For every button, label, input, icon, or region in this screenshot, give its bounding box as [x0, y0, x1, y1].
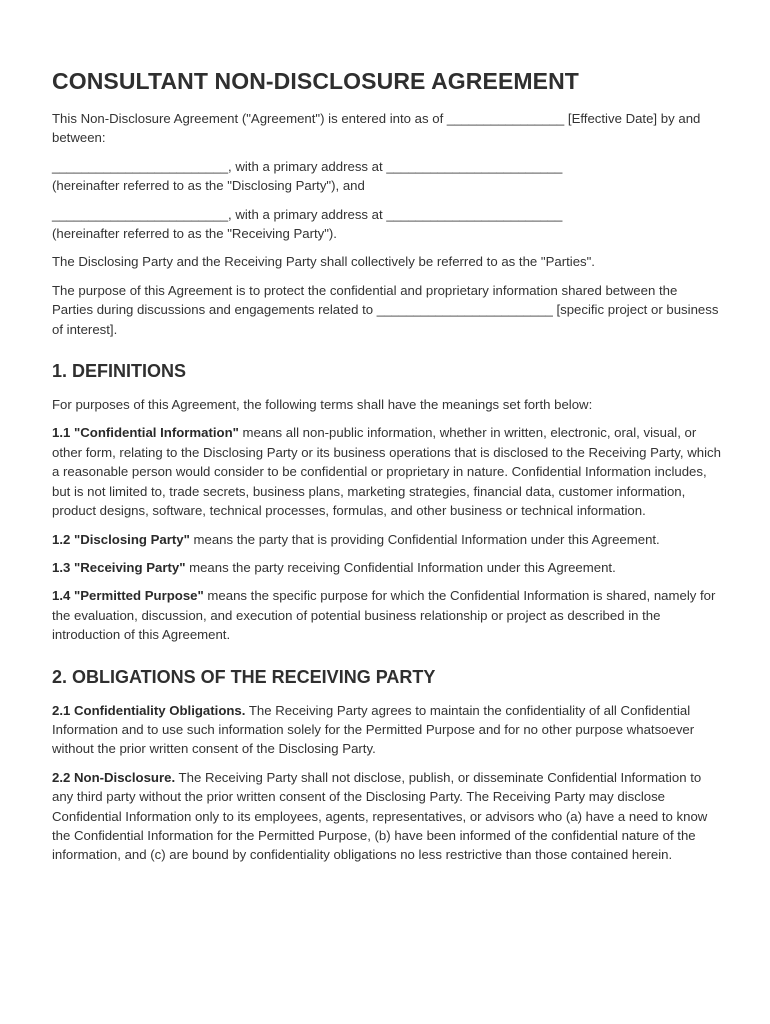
obligation-text: The Receiving Party agrees to maintain the confidentiality of all Confidential Information and to use such information solely for the Permitted Purpose and for no other purpose whatsoever without the prior written consent of the Disclosing Party.	[52, 702, 695, 757]
section-1-heading: 1. DEFINITIONS	[52, 361, 187, 382]
definition-1-4	[52, 586, 722, 644]
definition-text: means all non-public information, whether in written, electronic, oral, visual, or other form, relating to the Disclosing Party or its business operations that is disclosed to the Receiving Party, which a reasonable person would consider to be confidential or proprietary in nature. Confidential Information includes, but is not limited to, trade secrets, business plans, marketing strategies, financial data, customer information, product designs, software, technical processes, formulas, and other business or technical information.	[52, 425, 721, 519]
section-1-lead: For purposes of this Agreement, the following terms shall have the meanings set forth below:	[52, 397, 593, 413]
obligation-2-2	[52, 768, 722, 865]
intro-paragraph-1: This Non-Disclosure Agreement ("Agreement") is entered into as of ________________ [Effective Date] by and between:	[52, 111, 701, 146]
definition-text: means the party that is providing Confidential Information under this Agreement.	[189, 531, 660, 547]
definition-text: means the party receiving Confidential Information under this Agreement.	[185, 559, 616, 575]
definition-1-2	[52, 530, 722, 549]
definition-1-3	[52, 558, 722, 577]
obligation-term: 2.2 Non-Disclosure.	[52, 769, 176, 785]
definition-term: 1.4 "Permitted Purpose"	[52, 588, 204, 604]
disclosing-party-note: (hereinafter referred to as the "Disclosing Party"), and	[52, 178, 365, 194]
definition-term: 1.3 "Receiving Party"	[52, 559, 186, 575]
obligation-text: The Receiving Party shall not disclose, publish, or disseminate Confidential Information to any third party without the prior written consent of the Disclosing Party. The Receiving Party may disclose Confidential Information only to its employees, agents, representatives, or advisors who (a) have a need to know the Confidential Information for the Permitted Purpose, (b) have been informed of the confidential nature of the information, and (c) are bound by confidentiality obligations no less restrictive than those contained herein.	[52, 769, 708, 863]
receiving-party-note: (hereinafter referred to as the "Receiving Party").	[52, 226, 337, 242]
intro-paragraph-4: The Disclosing Party and the Receiving Party shall collectively be referred to as the "Parties".	[52, 254, 595, 270]
obligation-2-1	[52, 701, 722, 759]
receiving-party-line: ________________________, with a primary address at ________________________	[52, 206, 563, 222]
intro-paragraph-3	[52, 205, 722, 244]
document-title: CONSULTANT NON-DISCLOSURE AGREEMENT	[52, 68, 579, 94]
obligation-term: 2.1 Confidentiality Obligations.	[52, 702, 246, 718]
definition-term: 1.2 "Disclosing Party"	[52, 531, 190, 547]
intro-paragraph-2	[52, 157, 722, 196]
section-2-heading: 2. OBLIGATIONS OF THE RECEIVING PARTY	[52, 666, 436, 687]
definition-text: means the specific purpose for which the Confidential Information is shared, namely for the evaluation, discussion, and execution of potential business relationship or project as described in the introduction of this Agreement.	[52, 588, 716, 643]
definition-1-1	[52, 423, 722, 520]
intro-paragraph-5: The purpose of this Agreement is to protect the confidential and proprietary information shared between the Parties during discussions and engagements related to ________________________ [specific project or business of interest].	[52, 282, 719, 337]
definition-term: 1.1 "Confidential Information"	[52, 425, 239, 441]
disclosing-party-line: ________________________, with a primary address at ________________________	[52, 158, 563, 174]
